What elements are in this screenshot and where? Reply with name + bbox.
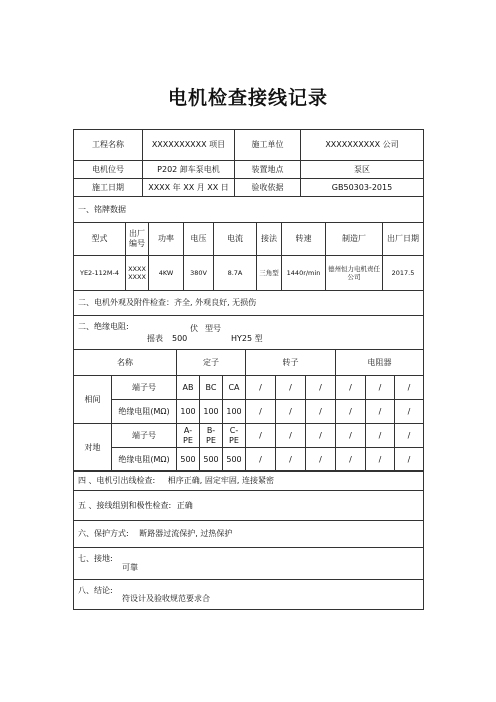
project-name-label: 工程名称 [74,130,143,161]
empty-cell: / [395,448,424,472]
grounding [74,548,424,580]
empty-cell: / [306,424,336,448]
nameplate-header: 出厂编号 [126,223,149,256]
empty-cell: / [246,424,276,448]
empty-cell: / [395,376,424,400]
resistor-header: 电阻器 [336,350,424,376]
empty-cell: / [366,400,395,424]
stator-resistance: 500 [177,448,200,472]
empty-cell: / [366,424,395,448]
resistance-label: 绝缘电阻(MΩ) [112,400,177,424]
empty-cell: / [306,376,336,400]
stator-terminal: BC [200,376,223,400]
wiring-polarity-check [74,491,424,521]
nameplate-value: 1440r/min [282,256,326,291]
megger-label: 摇表 [147,334,163,343]
construction-unit-value: XXXXXXXXXX 公司 [301,130,424,161]
nameplate-header: 电压 [184,223,214,256]
empty-cell: / [366,376,395,400]
nameplate-header: 制造厂 [326,223,383,256]
phase-to-phase-group: 相间 [74,376,112,424]
volt-label: 伏 [190,324,198,333]
lead-wire-value: 相序正确, 固定牢固, 连接紧密 [167,475,274,485]
stator-resistance: 100 [223,400,246,424]
insulation-resistance-row [74,316,424,350]
nameplate-header: 型式 [74,223,126,256]
terminal-label: 端子号 [112,376,177,400]
insulation-table [73,349,424,472]
page-title: 电机检查接线记录 [167,87,328,109]
appearance-check: 二、电机外观及附件检查：齐全, 外观良好, 无损伤 [74,291,424,316]
stator-resistance: 500 [200,448,223,472]
empty-cell: / [276,424,306,448]
motor-position-value: P202 卸车泵电机 [143,161,235,179]
nameplate-header: 出厂日期 [383,223,424,256]
protection-value: 断路器过流保护, 过热保护 [139,529,233,538]
conclusion [74,580,424,610]
empty-cell: / [246,376,276,400]
protection-method [74,521,424,548]
empty-cell: / [336,376,366,400]
empty-cell: / [246,448,276,472]
protection-label: 六、保护方式: [78,529,129,538]
empty-cell: / [276,400,306,424]
nameplate-value: XXXXXXXX [126,256,149,291]
empty-cell: / [395,400,424,424]
construction-date-value: XXXX 年 XX 月 XX 日 [143,179,235,197]
nameplate-value: 380V [184,256,214,291]
construction-unit-label: 施工单位 [235,130,301,161]
nameplate-value: 8.7A [214,256,257,291]
nameplate-value: YE2-112M-4 [74,256,126,291]
nameplate-section-title: 一、铭牌数据 [74,197,424,223]
checks-table [73,470,424,610]
motor-position-label: 电机位号 [74,161,143,179]
insulation-label: 二、绝缘电阻: [78,322,129,331]
empty-cell: / [306,400,336,424]
nameplate-value: 2017.5 [383,256,424,291]
project-name-value: XXXXXXXXXX 项目 [143,130,235,161]
empty-cell: / [336,400,366,424]
conclusion-label: 八、结论: [78,586,113,595]
stator-resistance: 100 [177,400,200,424]
rotor-header: 转子 [246,350,336,376]
empty-cell: / [336,424,366,448]
stator-header: 定子 [177,350,246,376]
wiring-polarity-value: 正确 [176,500,193,510]
project-info-table [73,129,424,197]
acceptance-basis-value: GB50303-2015 [301,179,424,197]
conclusion-value: 符设计及验收规范要求合 [122,594,210,603]
nameplate-header: 电流 [214,223,257,256]
nameplate-table [73,196,424,350]
nameplate-header: 功率 [149,223,184,256]
wiring-polarity-label: 五 、接线组别和极性检查: [78,500,172,510]
stator-resistance: 100 [200,400,223,424]
lead-wire-label: 四 、电机引出线检查: [78,475,156,485]
empty-cell: / [246,400,276,424]
stator-terminal: A-PE [177,424,200,448]
acceptance-basis-label: 验收依据 [235,179,301,197]
empty-cell: / [336,448,366,472]
nameplate-header: 接法 [257,223,282,256]
empty-cell: / [366,448,395,472]
nameplate-value: 4KW [149,256,184,291]
grounding-label: 七、接地: [78,554,113,563]
model-value: HY25 型 [231,334,263,343]
empty-cell: / [306,448,336,472]
construction-date-label: 施工日期 [74,179,143,197]
grounding-value: 可靠 [122,563,138,572]
empty-cell: / [276,448,306,472]
install-location-value: 泵区 [301,161,424,179]
name-header: 名称 [74,350,177,376]
phase-to-ground-group: 对地 [74,424,112,472]
nameplate-value: 三角型 [257,256,282,291]
stator-resistance: 500 [223,448,246,472]
empty-cell: / [395,424,424,448]
stator-terminal: B-PE [200,424,223,448]
install-location-label: 装置地点 [235,161,301,179]
lead-wire-check [74,471,424,491]
nameplate-header: 转速 [282,223,326,256]
terminal-label: 端子号 [112,424,177,448]
model-label: 型号 [205,324,221,333]
stator-terminal: AB [177,376,200,400]
stator-terminal: CA [223,376,246,400]
megger-voltage: 500 [172,334,188,343]
stator-terminal: C-PE [223,424,246,448]
empty-cell: / [276,376,306,400]
nameplate-value: 德州恒力电机责任公司 [326,256,383,291]
resistance-label: 绝缘电阻(MΩ) [112,448,177,472]
